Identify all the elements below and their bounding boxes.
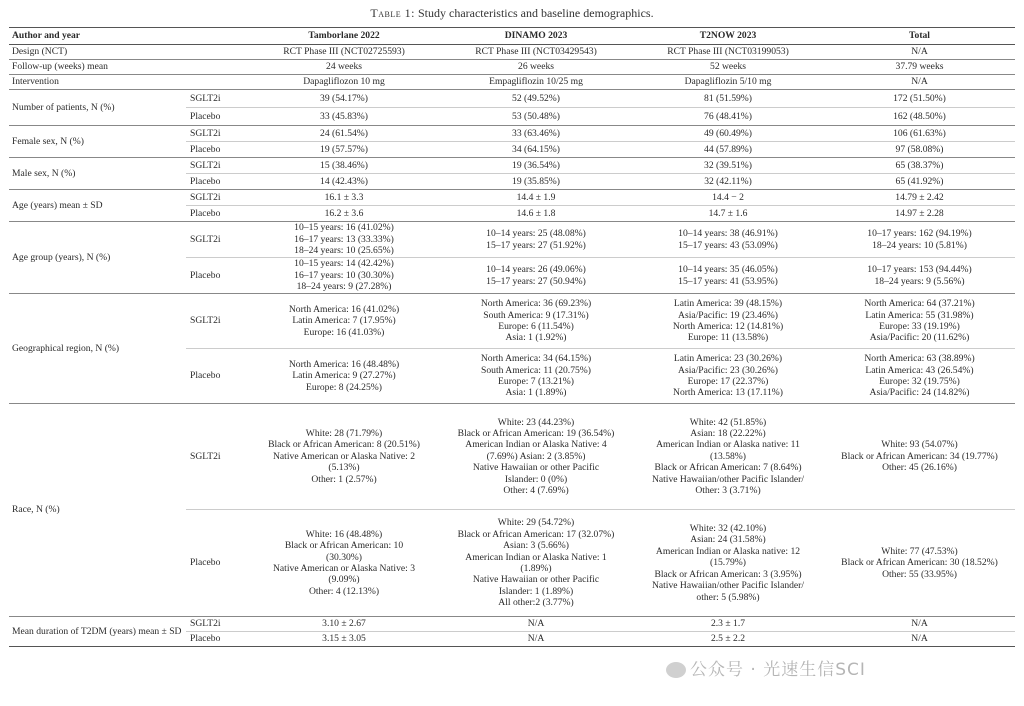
cell-line: Asia: 1 (1.92%) [505, 332, 567, 344]
cell-tamborlane [248, 222, 440, 258]
cell-line: (9.09%) [328, 574, 360, 586]
cell-line: N/A [911, 633, 928, 645]
cell-t2now [632, 142, 824, 158]
header-dinamo: DINAMO 2023 [440, 28, 632, 45]
cell-dinamo [440, 90, 632, 108]
cell-line: American Indian or Alaska Native: 1 [465, 551, 607, 563]
cell-line: Islander: 1 (1.89%) [498, 585, 574, 597]
cell-line: Black or African American: 19 (36.54%) [457, 427, 615, 439]
cell-line: Other: 4 (7.69%) [503, 485, 569, 497]
cell-total: N/A [824, 45, 1015, 60]
group-label: Geographical region, N (%) [9, 294, 186, 404]
demographics-table [9, 27, 1015, 647]
cell-line: 16.2 ± 3.6 [324, 207, 364, 219]
arm-label: SGLT2i [186, 90, 248, 108]
cell-tamborlane [248, 617, 440, 632]
cell-dinamo [440, 142, 632, 158]
cell-tamborlane [248, 206, 440, 222]
cell-line: Europe: 32 (19.75%) [879, 376, 960, 387]
cell-total [824, 510, 1015, 617]
cell-line: Black or African American: 10 [284, 540, 404, 552]
cell-line: N/A [527, 633, 545, 645]
cell-t2now [632, 349, 824, 404]
cell-line: 14.97 ± 2.28 [895, 207, 944, 219]
cell-line: 32 (39.51%) [704, 159, 752, 171]
cell-t2now [632, 190, 824, 206]
group-label: Number of patients, N (%) [9, 90, 186, 126]
cell-line: 15–17 years: 43 (53.09%) [678, 239, 778, 251]
cell-tamborlane [248, 404, 440, 510]
cell-t2now: 52 weeks [632, 60, 824, 75]
cell-line: 14.6 ± 1.8 [516, 207, 556, 219]
cell-line: White: 32 (42.10%) [689, 523, 767, 535]
cell-line: 97 (58.08%) [895, 143, 944, 155]
watermark [666, 655, 866, 680]
cell-line: Latin America: 39 (48.15%) [673, 298, 783, 310]
cell-dinamo [440, 222, 632, 258]
wechat-icon [666, 662, 686, 678]
cell-line: North America: 12 (14.81%) [672, 321, 784, 332]
cell-line: Latin America: 23 (30.26%) [673, 353, 783, 365]
table-title: Study characteristics and baseline demographics. [417, 6, 654, 20]
header-arm [186, 28, 248, 45]
cell-line: Europe: 7 (13.21%) [498, 376, 574, 387]
cell-t2now [632, 206, 824, 222]
table-header-row [9, 28, 1015, 45]
cell-line: Latin America: 43 (26.54%) [865, 364, 974, 376]
cell-line: (5.13%) [328, 462, 360, 474]
cell-line: North America: 63 (38.89%) [864, 353, 975, 365]
row-label: Intervention [9, 75, 248, 90]
cell-line: 32 (42.11%) [704, 175, 752, 187]
cell-tamborlane [248, 174, 440, 190]
cell-line: American Indian or Alaska Native: 4 [465, 439, 607, 451]
cell-line: 2.5 ± 2.2 [710, 633, 746, 645]
cell-line: White: 93 (54.07%) [881, 439, 958, 451]
cell-tamborlane [248, 142, 440, 158]
cell-total [824, 126, 1015, 142]
arm-label: Placebo [186, 206, 248, 222]
cell-line: 14 (42.43%) [320, 175, 368, 187]
cell-line: 19 (57.57%) [320, 143, 368, 155]
cell-dinamo: Empagliflozin 10/25 mg [440, 75, 632, 90]
cell-tamborlane [248, 349, 440, 404]
table-row [9, 294, 1015, 349]
row-label: Follow-up (weeks) mean [9, 60, 248, 75]
cell-line: North America: 16 (48.48%) [288, 358, 400, 370]
group-label: Race, N (%) [9, 404, 186, 617]
cell-tamborlane [248, 190, 440, 206]
cell-line: 10–14 years: 35 (46.05%) [678, 264, 778, 276]
cell-dinamo [440, 258, 632, 294]
cell-dinamo [440, 632, 632, 647]
cell-t2now [632, 222, 824, 258]
cell-total [824, 222, 1015, 258]
cell-t2now [632, 294, 824, 349]
cell-dinamo: 26 weeks [440, 60, 632, 75]
cell-tamborlane [248, 510, 440, 617]
cell-line: Latin America: 7 (17.95%) [292, 315, 396, 327]
cell-total [824, 294, 1015, 349]
cell-line: 33 (45.83%) [320, 110, 368, 122]
cell-total [824, 206, 1015, 222]
cell-line: Europe: 8 (24.25%) [306, 381, 382, 393]
cell-line: Europe: 6 (11.54%) [498, 321, 574, 332]
cell-line: 15 (38.46%) [320, 159, 368, 171]
cell-tamborlane: RCT Phase III (NCT02725593) [248, 45, 440, 60]
cell-t2now: Dapagliflozin 5/10 mg [632, 75, 824, 90]
cell-line: Asian: 18 (22.22%) [690, 427, 766, 439]
cell-line: 10–17 years: 153 (94.44%) [867, 264, 972, 276]
cell-total [824, 404, 1015, 510]
cell-total: 37.79 weeks [824, 60, 1015, 75]
cell-line: Black or African American: 8 (20.51%) [268, 439, 420, 451]
cell-tamborlane [248, 108, 440, 126]
cell-line: 18–24 years: 10 (5.81%) [872, 239, 967, 251]
cell-tamborlane: 24 weeks [248, 60, 440, 75]
cell-line: Native American or Alaska Native: 2 [273, 450, 415, 462]
cell-dinamo [440, 158, 632, 174]
table-row [9, 60, 1015, 75]
cell-line: 106 (61.63%) [893, 127, 946, 139]
cell-line: North America: 64 (37.21%) [864, 298, 975, 310]
cell-line: Asia/Pacific: 20 (11.62%) [869, 332, 970, 344]
watermark-text: 公众号 · 光速生信SCI [690, 660, 866, 680]
cell-line: 18–24 years: 9 (5.56%) [874, 275, 965, 287]
cell-line: South America: 9 (17.31%) [483, 309, 589, 321]
cell-line: 49 (60.49%) [704, 127, 752, 139]
cell-line: Native American or Alaska Native: 3 [273, 563, 415, 574]
table-row [9, 617, 1015, 632]
header-total: Total [824, 28, 1015, 45]
cell-line: Other: 3 (3.71%) [695, 485, 761, 497]
cell-tamborlane [248, 90, 440, 108]
row-label: Design (NCT) [9, 45, 248, 60]
cell-dinamo [440, 294, 632, 349]
cell-line: Native Hawaiian or other Pacific [472, 574, 600, 586]
group-label: Female sex, N (%) [9, 126, 186, 158]
header-author-year: Author and year [9, 28, 186, 45]
cell-total [824, 142, 1015, 158]
cell-line: American Indian or Alaska native: 11 [656, 439, 800, 451]
cell-line: 10–14 years: 26 (49.06%) [486, 264, 586, 276]
arm-label: Placebo [186, 108, 248, 126]
table-row [9, 222, 1015, 258]
cell-line: 10–17 years: 162 (94.19%) [867, 228, 972, 240]
cell-total [824, 158, 1015, 174]
arm-label: Placebo [186, 142, 248, 158]
arm-label: Placebo [186, 349, 248, 404]
table-row [9, 158, 1015, 174]
cell-dinamo [440, 190, 632, 206]
cell-tamborlane [248, 258, 440, 294]
cell-line: 18–24 years: 9 (27.28%) [296, 281, 392, 293]
cell-total [824, 174, 1015, 190]
cell-line: Other: 55 (33.95%) [882, 568, 957, 580]
cell-line: Asian: 3 (5.66%) [503, 540, 569, 552]
cell-t2now: RCT Phase III (NCT03199053) [632, 45, 824, 60]
cell-line: White: 28 (71.79%) [305, 427, 383, 439]
cell-tamborlane [248, 294, 440, 349]
cell-line: 162 (48.50%) [893, 110, 946, 122]
cell-line: 15–17 years: 27 (50.94%) [486, 275, 586, 287]
cell-line: N/A [527, 618, 545, 630]
header-t2now: T2NOW 2023 [632, 28, 824, 45]
cell-line: 33 (63.46%) [512, 127, 560, 139]
cell-line: (13.58%) [710, 450, 746, 462]
cell-dinamo [440, 174, 632, 190]
arm-label: SGLT2i [186, 294, 248, 349]
cell-line: White: 16 (48.48%) [305, 528, 383, 540]
cell-line: 44 (57.89%) [704, 143, 752, 155]
cell-dinamo [440, 349, 632, 404]
cell-line: North America: 16 (41.02%) [288, 303, 400, 315]
arm-label: Placebo [186, 174, 248, 190]
cell-line: White: 29 (54.72%) [497, 517, 575, 529]
cell-line: North America: 13 (17.11%) [673, 387, 783, 399]
cell-line: American Indian or Alaska native: 12 [655, 545, 801, 557]
cell-line: 14.79 ± 2.42 [895, 191, 944, 203]
arm-label: Placebo [186, 632, 248, 647]
cell-total [824, 258, 1015, 294]
table-row [9, 45, 1015, 60]
cell-line: (7.69%) Asian: 2 (3.85%) [486, 450, 586, 462]
cell-line: White: 23 (44.23%) [497, 416, 575, 428]
cell-line: Native Hawaiian or other Pacific [472, 462, 600, 474]
arm-label: SGLT2i [186, 404, 248, 510]
cell-line: 39 (54.17%) [320, 92, 368, 104]
cell-line: 52 (49.52%) [512, 92, 560, 104]
cell-line: 10–15 years: 16 (41.02%) [294, 222, 394, 234]
cell-line: Asia: 1 (1.89%) [505, 387, 567, 399]
cell-line: Europe: 33 (19.19%) [879, 321, 960, 332]
cell-total [824, 108, 1015, 126]
arm-label: SGLT2i [186, 126, 248, 142]
cell-tamborlane: Dapagliflozon 10 mg [248, 75, 440, 90]
cell-line: 10–15 years: 14 (42.42%) [294, 258, 394, 270]
cell-line: 19 (35.85%) [512, 175, 560, 187]
cell-t2now [632, 632, 824, 647]
cell-line: Black or African American: 34 (19.77%) [841, 450, 998, 462]
arm-label: SGLT2i [186, 190, 248, 206]
cell-line: (1.89%) [520, 563, 552, 574]
cell-t2now [632, 510, 824, 617]
table-row [9, 404, 1015, 510]
cell-line: North America: 36 (69.23%) [480, 298, 592, 310]
cell-line: 76 (48.41%) [704, 110, 752, 122]
cell-line: Asian: 24 (31.58%) [690, 534, 766, 546]
cell-total [824, 617, 1015, 632]
cell-line: Black or African American: 7 (8.64%) [654, 462, 802, 474]
cell-line: 172 (51.50%) [893, 92, 946, 104]
cell-t2now [632, 617, 824, 632]
table-row [9, 75, 1015, 90]
cell-dinamo [440, 510, 632, 617]
arm-label: SGLT2i [186, 158, 248, 174]
cell-tamborlane [248, 158, 440, 174]
cell-line: 14.4 − 2 [712, 191, 744, 203]
cell-line: 10–14 years: 38 (46.91%) [678, 228, 778, 240]
cell-line: White: 42 (51.85%) [689, 416, 767, 428]
cell-line: Latin America: 9 (27.27%) [292, 370, 396, 382]
group-label: Age (years) mean ± SD [9, 190, 186, 222]
cell-t2now [632, 126, 824, 142]
cell-line: Europe: 11 (13.58%) [687, 332, 769, 344]
cell-line: Black or African American: 3 (3.95%) [654, 568, 802, 580]
cell-line: 10–14 years: 25 (48.08%) [486, 228, 586, 240]
group-label: Age group (years), N (%) [9, 222, 186, 294]
cell-line: 16–17 years: 10 (30.30%) [294, 269, 394, 281]
cell-t2now [632, 158, 824, 174]
arm-label: Placebo [186, 258, 248, 294]
cell-t2now [632, 174, 824, 190]
cell-line: 15–17 years: 27 (51.92%) [486, 239, 586, 251]
cell-tamborlane [248, 632, 440, 647]
cell-total [824, 90, 1015, 108]
cell-line: Other: 1 (2.57%) [311, 473, 377, 485]
cell-dinamo: RCT Phase III (NCT03429543) [440, 45, 632, 60]
cell-t2now [632, 404, 824, 510]
cell-t2now [632, 90, 824, 108]
cell-line: Black or African American: 30 (18.52%) [841, 557, 998, 569]
cell-line: Europe: 17 (22.37%) [687, 376, 769, 387]
cell-line: 19 (36.54%) [512, 159, 560, 171]
cell-line: 15–17 years: 41 (53.95%) [678, 275, 778, 287]
cell-line: 81 (51.59%) [704, 92, 752, 104]
header-tamborlane: Tamborlane 2022 [248, 28, 440, 45]
cell-dinamo [440, 126, 632, 142]
cell-line: 16.1 ± 3.3 [324, 191, 364, 203]
cell-line: 65 (41.92%) [895, 175, 944, 187]
cell-tamborlane [248, 126, 440, 142]
table-caption [0, 6, 1024, 21]
table-number: Table 1: [370, 6, 415, 20]
cell-line: All other:2 (3.77%) [498, 597, 574, 609]
cell-line: South America: 11 (20.75%) [481, 364, 591, 376]
cell-dinamo [440, 617, 632, 632]
cell-t2now [632, 258, 824, 294]
cell-line: other: 5 (5.98%) [696, 591, 760, 603]
cell-line: 18–24 years: 10 (25.65%) [294, 245, 394, 257]
cell-line: 2.3 ± 1.7 [710, 618, 746, 630]
cell-t2now [632, 108, 824, 126]
cell-line: Asia/Pacific: 19 (23.46%) [678, 309, 778, 321]
cell-line: Black or African American: 17 (32.07%) [457, 528, 615, 540]
cell-total [824, 190, 1015, 206]
cell-dinamo [440, 108, 632, 126]
table-row [9, 190, 1015, 206]
group-label: Male sex, N (%) [9, 158, 186, 190]
cell-line: N/A [911, 618, 928, 630]
cell-line: Asia/Pacific: 23 (30.26%) [678, 364, 778, 376]
cell-line: North America: 34 (64.15%) [480, 353, 592, 365]
cell-total [824, 632, 1015, 647]
cell-line: Native Hawaiian/other Pacific Islander/ [651, 473, 805, 485]
arm-label: SGLT2i [186, 617, 248, 632]
cell-total: N/A [824, 75, 1015, 90]
cell-line: 53 (50.48%) [512, 110, 560, 122]
cell-line: 65 (38.37%) [895, 159, 944, 171]
cell-line: Islander: 0 (0%) [504, 473, 568, 485]
cell-line: 34 (64.15%) [512, 143, 560, 155]
group-label: Mean duration of T2DM (years) mean ± SD [9, 617, 186, 647]
table-row [9, 126, 1015, 142]
cell-dinamo [440, 206, 632, 222]
cell-line: Other: 4 (12.13%) [308, 585, 380, 597]
cell-line: 24 (61.54%) [320, 127, 368, 139]
cell-line: Europe: 16 (41.03%) [303, 326, 385, 338]
cell-line: 14.7 ± 1.6 [708, 207, 748, 219]
cell-line: Latin America: 55 (31.98%) [865, 309, 974, 321]
cell-line: Other: 45 (26.16%) [882, 462, 957, 474]
cell-line: 3.10 ± 2.67 [322, 618, 366, 630]
table-row [9, 90, 1015, 108]
cell-line: 14.4 ± 1.9 [516, 191, 556, 203]
cell-line: Asia/Pacific: 24 (14.82%) [869, 387, 970, 399]
arm-label: Placebo [186, 510, 248, 617]
cell-line: Native Hawaiian/other Pacific Islander/ [651, 580, 805, 592]
cell-line: (30.30%) [326, 551, 362, 563]
cell-line: (15.79%) [710, 557, 746, 569]
cell-dinamo [440, 404, 632, 510]
cell-line: 3.15 ± 3.05 [322, 633, 366, 645]
arm-label: SGLT2i [186, 222, 248, 258]
cell-total [824, 349, 1015, 404]
cell-line: White: 77 (47.53%) [881, 545, 958, 557]
cell-line: 16–17 years: 13 (33.33%) [294, 233, 394, 245]
